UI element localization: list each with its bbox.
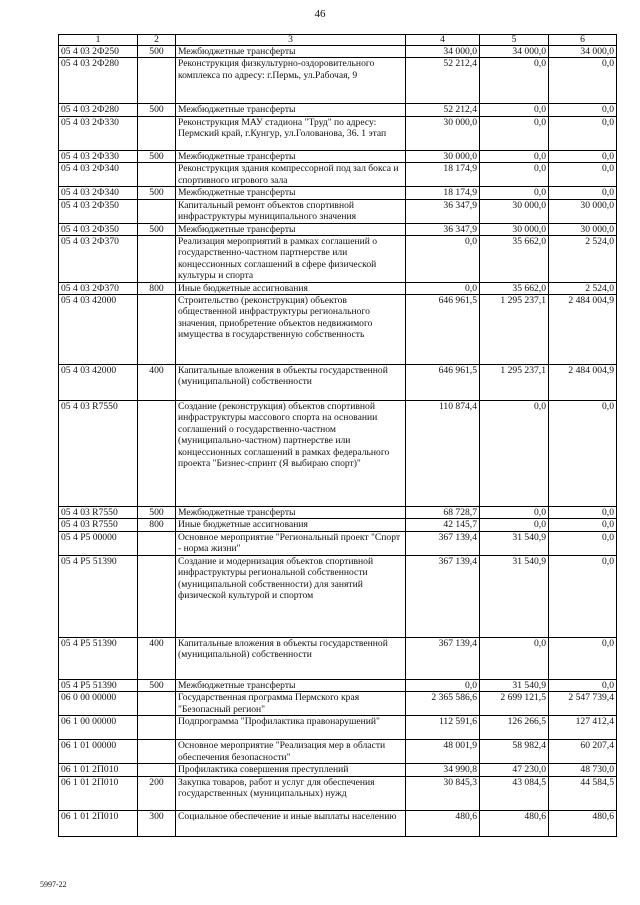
row-expense-type: 300 (138, 810, 176, 836)
row-code: 06 1 01 2П010 (59, 764, 138, 776)
row-name: Реконструкция физкультурно-оздоровительного комплекса по адресу: г.Пермь, ул.Рабочая, 9 (176, 58, 406, 104)
row-value-2: 0,0 (480, 150, 549, 162)
row-name: Капитальные вложения в объекты государственной (муниципальной) собственности (176, 365, 406, 401)
row-code: 05 4 P5 51390 (59, 679, 138, 691)
row-value-1: 36 347,9 (406, 223, 480, 235)
row-value-1: 18 174,9 (406, 187, 480, 199)
column-header-3: 3 (176, 35, 406, 46)
row-expense-type: 200 (138, 776, 176, 810)
row-value-3: 30 000,0 (549, 223, 617, 235)
row-value-1: 0,0 (406, 679, 480, 691)
row-value-3: 30 000,0 (549, 199, 617, 223)
row-name: Реконструкция здания компрессорной под зал бокса и спортивного игрового зала (176, 163, 406, 187)
row-code: 06 0 00 00000 (59, 692, 138, 716)
table-row (59, 223, 617, 235)
table-row (59, 236, 617, 283)
row-expense-type (138, 531, 176, 555)
row-name: Иные бюджетные ассигнования (176, 519, 406, 531)
row-value-2: 58 982,4 (480, 740, 549, 764)
row-value-2: 0,0 (480, 401, 549, 507)
row-value-2: 35 662,0 (480, 282, 549, 294)
column-header-6: 6 (549, 35, 617, 46)
row-value-1: 367 139,4 (406, 555, 480, 637)
table-row (59, 555, 617, 637)
row-code: 05 4 03 2Ф350 (59, 199, 138, 223)
row-value-2: 126 266,5 (480, 716, 549, 740)
row-value-2: 480,6 (480, 810, 549, 836)
row-value-2: 34 000,0 (480, 46, 549, 58)
column-number-row (59, 35, 617, 46)
row-code: 05 4 03 R7550 (59, 519, 138, 531)
row-value-3: 2 524,0 (549, 236, 617, 283)
row-value-2: 31 540,9 (480, 679, 549, 691)
budget-table (58, 34, 617, 837)
row-code: 05 4 03 42000 (59, 365, 138, 401)
row-expense-type (138, 163, 176, 187)
row-code: 05 4 03 2Ф350 (59, 223, 138, 235)
row-expense-type (138, 199, 176, 223)
table-row (59, 295, 617, 365)
row-code: 05 4 03 2Ф340 (59, 187, 138, 199)
row-code: 05 4 P5 51390 (59, 637, 138, 679)
row-name: Основное мероприятие "Региональный проект "Спорт - норма жизни" (176, 531, 406, 555)
row-value-1: 18 174,9 (406, 163, 480, 187)
row-code: 05 4 03 2Ф370 (59, 282, 138, 294)
row-value-3: 0,0 (549, 58, 617, 104)
row-code: 05 4 03 2Ф330 (59, 150, 138, 162)
column-header-4: 4 (406, 35, 480, 46)
row-value-2: 0,0 (480, 58, 549, 104)
row-value-3: 0,0 (549, 116, 617, 150)
row-value-1: 30 000,0 (406, 150, 480, 162)
row-value-3: 34 000,0 (549, 46, 617, 58)
row-value-2: 1 295 237,1 (480, 295, 549, 365)
row-name: Социальное обеспечение и иные выплаты населению (176, 810, 406, 836)
row-expense-type: 400 (138, 637, 176, 679)
table-row (59, 46, 617, 58)
row-value-2: 0,0 (480, 163, 549, 187)
row-value-1: 36 347,9 (406, 199, 480, 223)
row-name: Строительство (реконструкция) объектов общественной инфраструктуры регионального значения, приобретение объектов недвижимого имущества в государственную собственность (176, 295, 406, 365)
row-expense-type (138, 692, 176, 716)
row-value-1: 34 000,0 (406, 46, 480, 58)
row-code: 05 4 03 2Ф250 (59, 46, 138, 58)
row-value-1: 30 845,3 (406, 776, 480, 810)
row-value-1: 42 145,7 (406, 519, 480, 531)
table-row (59, 740, 617, 764)
row-name: Реконструкция МАУ стадиона "Труд" по адресу: Пермский край, г.Кунгур, ул.Голованова, 36. 1 этап (176, 116, 406, 150)
table-row (59, 519, 617, 531)
table-row (59, 764, 617, 776)
row-name: Межбюджетные трансферты (176, 46, 406, 58)
row-value-2: 31 540,9 (480, 531, 549, 555)
table-row (59, 507, 617, 519)
row-value-1: 52 212,4 (406, 104, 480, 116)
row-expense-type: 500 (138, 507, 176, 519)
row-value-2: 0,0 (480, 507, 549, 519)
row-name: Межбюджетные трансферты (176, 507, 406, 519)
row-value-3: 44 584,5 (549, 776, 617, 810)
row-value-2: 0,0 (480, 116, 549, 150)
row-name: Государственная программа Пермского края "Безопасный регион" (176, 692, 406, 716)
row-name: Создание (реконструкция) объектов спортивной инфраструктуры массового спорта на основании соглашений о государственно-частном (муниципально-частном) партнерстве или концессионных соглашений в рамках федерального проекта "Бизнес-спринт (Я выбираю спорт)" (176, 401, 406, 507)
row-value-2: 43 084,5 (480, 776, 549, 810)
row-value-3: 0,0 (549, 555, 617, 637)
row-code: 05 4 03 2Ф280 (59, 58, 138, 104)
row-name: Межбюджетные трансферты (176, 223, 406, 235)
row-value-3: 480,6 (549, 810, 617, 836)
table-row (59, 104, 617, 116)
row-expense-type: 500 (138, 187, 176, 199)
row-expense-type: 500 (138, 150, 176, 162)
table-row (59, 716, 617, 740)
row-value-1: 367 139,4 (406, 531, 480, 555)
row-expense-type: 500 (138, 46, 176, 58)
row-value-2: 1 295 237,1 (480, 365, 549, 401)
table-row (59, 150, 617, 162)
row-code: 05 4 03 2Ф340 (59, 163, 138, 187)
row-code: 05 4 P5 51390 (59, 555, 138, 637)
row-value-2: 0,0 (480, 519, 549, 531)
row-name: Капитальный ремонт объектов спортивной инфраструктуры муниципального значения (176, 199, 406, 223)
row-value-1: 52 212,4 (406, 58, 480, 104)
row-value-3: 0,0 (549, 531, 617, 555)
row-code: 05 4 03 2Ф280 (59, 104, 138, 116)
row-name: Закупка товаров, работ и услуг для обеспечения государственных (муниципальных) нужд (176, 776, 406, 810)
row-value-3: 2 484 004,9 (549, 365, 617, 401)
row-value-3: 0,0 (549, 679, 617, 691)
row-value-3: 0,0 (549, 187, 617, 199)
row-code: 06 1 01 2П010 (59, 776, 138, 810)
row-value-1: 48 001,9 (406, 740, 480, 764)
page-number: 46 (314, 8, 326, 20)
row-name: Реализация мероприятий в рамках соглашений о государственно-частном партнерстве или концессионных соглашений в сфере физической культуры и спорта (176, 236, 406, 283)
row-value-1: 112 591,6 (406, 716, 480, 740)
row-value-3: 48 730,0 (549, 764, 617, 776)
row-value-1: 367 139,4 (406, 637, 480, 679)
row-value-2: 30 000,0 (480, 199, 549, 223)
row-expense-type (138, 58, 176, 104)
row-code: 06 1 00 00000 (59, 716, 138, 740)
row-expense-type: 500 (138, 104, 176, 116)
row-value-3: 0,0 (549, 163, 617, 187)
row-value-3: 127 412,4 (549, 716, 617, 740)
row-value-1: 68 728,7 (406, 507, 480, 519)
row-code: 05 4 03 2Ф330 (59, 116, 138, 150)
row-name: Иные бюджетные ассигнования (176, 282, 406, 294)
row-value-3: 0,0 (549, 104, 617, 116)
row-expense-type (138, 716, 176, 740)
table-row (59, 679, 617, 691)
table-row (59, 116, 617, 150)
table-row (59, 58, 617, 104)
row-expense-type (138, 116, 176, 150)
column-header-5: 5 (480, 35, 549, 46)
row-expense-type (138, 401, 176, 507)
row-value-1: 646 961,5 (406, 295, 480, 365)
row-name: Межбюджетные трансферты (176, 187, 406, 199)
row-value-2: 0,0 (480, 187, 549, 199)
row-value-2: 0,0 (480, 637, 549, 679)
row-value-2: 31 540,9 (480, 555, 549, 637)
row-value-3: 0,0 (549, 519, 617, 531)
row-expense-type (138, 740, 176, 764)
row-name: Межбюджетные трансферты (176, 150, 406, 162)
table-row (59, 199, 617, 223)
row-name: Основное мероприятие "Реализация мер в области обеспечения безопасности" (176, 740, 406, 764)
row-value-1: 2 365 586,6 (406, 692, 480, 716)
row-value-1: 0,0 (406, 236, 480, 283)
row-value-3: 0,0 (549, 401, 617, 507)
row-value-2: 30 000,0 (480, 223, 549, 235)
row-code: 06 1 01 2П010 (59, 810, 138, 836)
row-value-1: 110 874,4 (406, 401, 480, 507)
row-expense-type (138, 236, 176, 283)
row-expense-type: 500 (138, 223, 176, 235)
row-expense-type: 500 (138, 679, 176, 691)
row-code: 05 4 P5 00000 (59, 531, 138, 555)
table-row (59, 531, 617, 555)
row-value-3: 2 547 739,4 (549, 692, 617, 716)
row-value-1: 0,0 (406, 282, 480, 294)
row-name: Капитальные вложения в объекты государственной (муниципальной) собственности (176, 637, 406, 679)
row-value-2: 35 662,0 (480, 236, 549, 283)
row-name: Создание и модернизация объектов спортивной инфраструктуры региональной собственности (муниципальной собственности) для занятий физической культурой и спортом (176, 555, 406, 637)
row-value-2: 0,0 (480, 104, 549, 116)
table-row (59, 810, 617, 836)
row-value-3: 0,0 (549, 150, 617, 162)
row-expense-type: 800 (138, 519, 176, 531)
row-expense-type (138, 555, 176, 637)
row-code: 05 4 03 42000 (59, 295, 138, 365)
row-expense-type (138, 295, 176, 365)
row-expense-type (138, 764, 176, 776)
table-row (59, 187, 617, 199)
row-name: Подпрограмма "Профилактика правонарушений" (176, 716, 406, 740)
table-row (59, 692, 617, 716)
row-value-1: 480,6 (406, 810, 480, 836)
row-name: Межбюджетные трансферты (176, 104, 406, 116)
row-value-2: 47 230,0 (480, 764, 549, 776)
row-code: 05 4 03 R7550 (59, 507, 138, 519)
row-name: Профилактика совершения преступлений (176, 764, 406, 776)
table-row (59, 401, 617, 507)
row-value-3: 2 484 004,9 (549, 295, 617, 365)
row-name: Межбюджетные трансферты (176, 679, 406, 691)
row-code: 05 4 03 R7550 (59, 401, 138, 507)
row-code: 06 1 01 00000 (59, 740, 138, 764)
row-value-3: 60 207,4 (549, 740, 617, 764)
table-row (59, 637, 617, 679)
row-expense-type: 400 (138, 365, 176, 401)
table-row (59, 163, 617, 187)
footer-document-code: 5997-22 (40, 880, 67, 889)
row-value-1: 34 990,8 (406, 764, 480, 776)
table-row (59, 365, 617, 401)
table-row (59, 776, 617, 810)
column-header-1: 1 (59, 35, 138, 46)
row-expense-type: 800 (138, 282, 176, 294)
row-value-3: 2 524,0 (549, 282, 617, 294)
row-value-3: 0,0 (549, 637, 617, 679)
row-value-1: 30 000,0 (406, 116, 480, 150)
row-value-1: 646 961,5 (406, 365, 480, 401)
row-value-2: 2 699 121,5 (480, 692, 549, 716)
table-row (59, 282, 617, 294)
column-header-2: 2 (138, 35, 176, 46)
row-value-3: 0,0 (549, 507, 617, 519)
row-code: 05 4 03 2Ф370 (59, 236, 138, 283)
